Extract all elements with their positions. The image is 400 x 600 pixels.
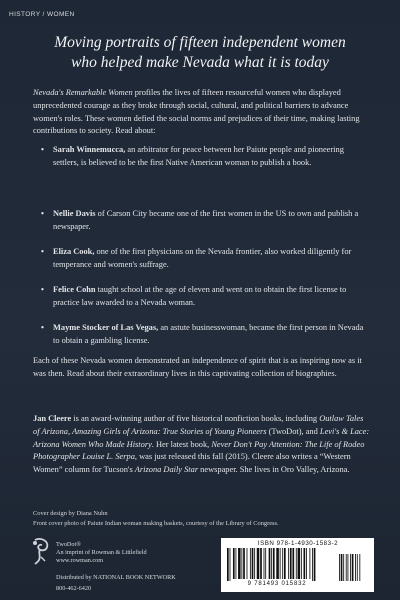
publisher-url[interactable]: www.rowman.com: [56, 557, 104, 564]
bio-text: (TwoDot), and: [266, 426, 320, 436]
bullet-icon: •: [41, 247, 44, 256]
profile-name: Nellie Davis: [53, 209, 96, 218]
author-bio: [33, 413, 371, 477]
book-title: Outlaw Tales of Arizona, Amazing Girls of Arizona: True Stories of Young Pioneers: [33, 414, 364, 436]
imprint-name: TwoDot®: [56, 541, 81, 548]
bio-text: , was just released this fall (2015). Cleere also writes a “Western Women” column for Tucson's: [33, 452, 351, 475]
profile-text: an astute businesswoman, became the first person in Nevada to obtain a gambling license.: [53, 323, 364, 345]
book-title: Never Don't Pay Attention: The Life of Rodeo Photographer Louise L. Serpa: [33, 439, 365, 462]
book-title: Nevada's Remarkable Women: [33, 88, 133, 97]
list-item: [41, 246, 371, 284]
profile-list: [41, 144, 371, 348]
tagline-line-2: who helped make Nevada what it is today: [71, 54, 329, 71]
bio-text: is an award-winning author of five historical nonfiction books, including: [71, 414, 320, 423]
bullet-icon: •: [41, 285, 44, 294]
bullet-icon: •: [41, 209, 44, 218]
profile-name: Mayme Stocker of Las Vegas,: [53, 323, 159, 332]
barcode-number: 9 781493 015832: [247, 581, 307, 587]
intro-text: profiles the lives of fifteen resourceful women who displayed unprecedented courage as they broke through social, cultural, and political barriers to advance women's roles. These women defied the social norms and prejudices of their time, making lasting contributions to society. Read about:: [33, 88, 360, 136]
bio-text: . Her latest book,: [151, 439, 212, 449]
bullet-icon: •: [41, 323, 44, 332]
tagline: [0, 33, 400, 73]
newspaper-title: Arizona Daily Star: [134, 465, 199, 475]
profile-text: of Carson City became one of the first women in the US to own and publish a newspaper.: [53, 209, 359, 231]
category-label: HISTORY / WOMEN: [9, 11, 75, 18]
tagline-line-1: Moving portraits of fifteen independent women: [54, 34, 346, 51]
author-name: Jan Cleere: [33, 414, 72, 423]
profile-name: Felice Cohn: [53, 285, 96, 294]
list-item: [41, 144, 371, 208]
isbn-text: ISBN 978-1-4930-1583-2: [257, 540, 339, 547]
bullet-icon: •: [41, 145, 44, 154]
closing-paragraph: Each of these Nevada women demonstrated an independence of spirit that is as inspiring now as it was then. Read about their extraordinary lives in this captivating collection of biographies.: [33, 356, 362, 378]
list-item: [41, 322, 371, 348]
profile-text: one of the first physicians on the Nevada frontier, also worked diligently for temperance and women's suffrage.: [53, 247, 352, 269]
phone-number: 800-462-6420: [56, 585, 92, 592]
cover-design-credit: Cover design by Diana Nuhn: [33, 510, 108, 517]
barcode-icon: [227, 548, 372, 581]
profile-name: Sarah Winnemucca,: [53, 145, 126, 154]
barcode-panel: [221, 538, 374, 592]
list-item: [41, 284, 371, 322]
profile-text: an arbitrator for peace between her Paiute people and pioneering settlers, is believed to be the first Native American woman to publish a book.: [53, 145, 344, 167]
book-title: Levi's & Lace: Arizona Women Who Made History: [33, 426, 370, 449]
profile-text: taught school at the age of eleven and went on to obtain the first license to practice law awarded to a Nevada woman.: [53, 285, 347, 307]
intro-paragraph: [33, 87, 371, 138]
profile-name: Eliza Cook,: [53, 247, 95, 256]
bio-text: newspaper. She lives in Oro Valley, Arizona.: [198, 465, 350, 475]
twodot-logo-icon: [29, 537, 51, 565]
cover-photo-credit: Front cover photo of Paiute Indian woman making baskets, courtesy of the Library of Congress.: [33, 520, 279, 527]
list-item: [41, 208, 371, 246]
imprint-line: An imprint of Rowman & Littlefield: [56, 549, 147, 556]
distributor: Distributed by NATIONAL BOOK NETWORK: [56, 574, 176, 581]
